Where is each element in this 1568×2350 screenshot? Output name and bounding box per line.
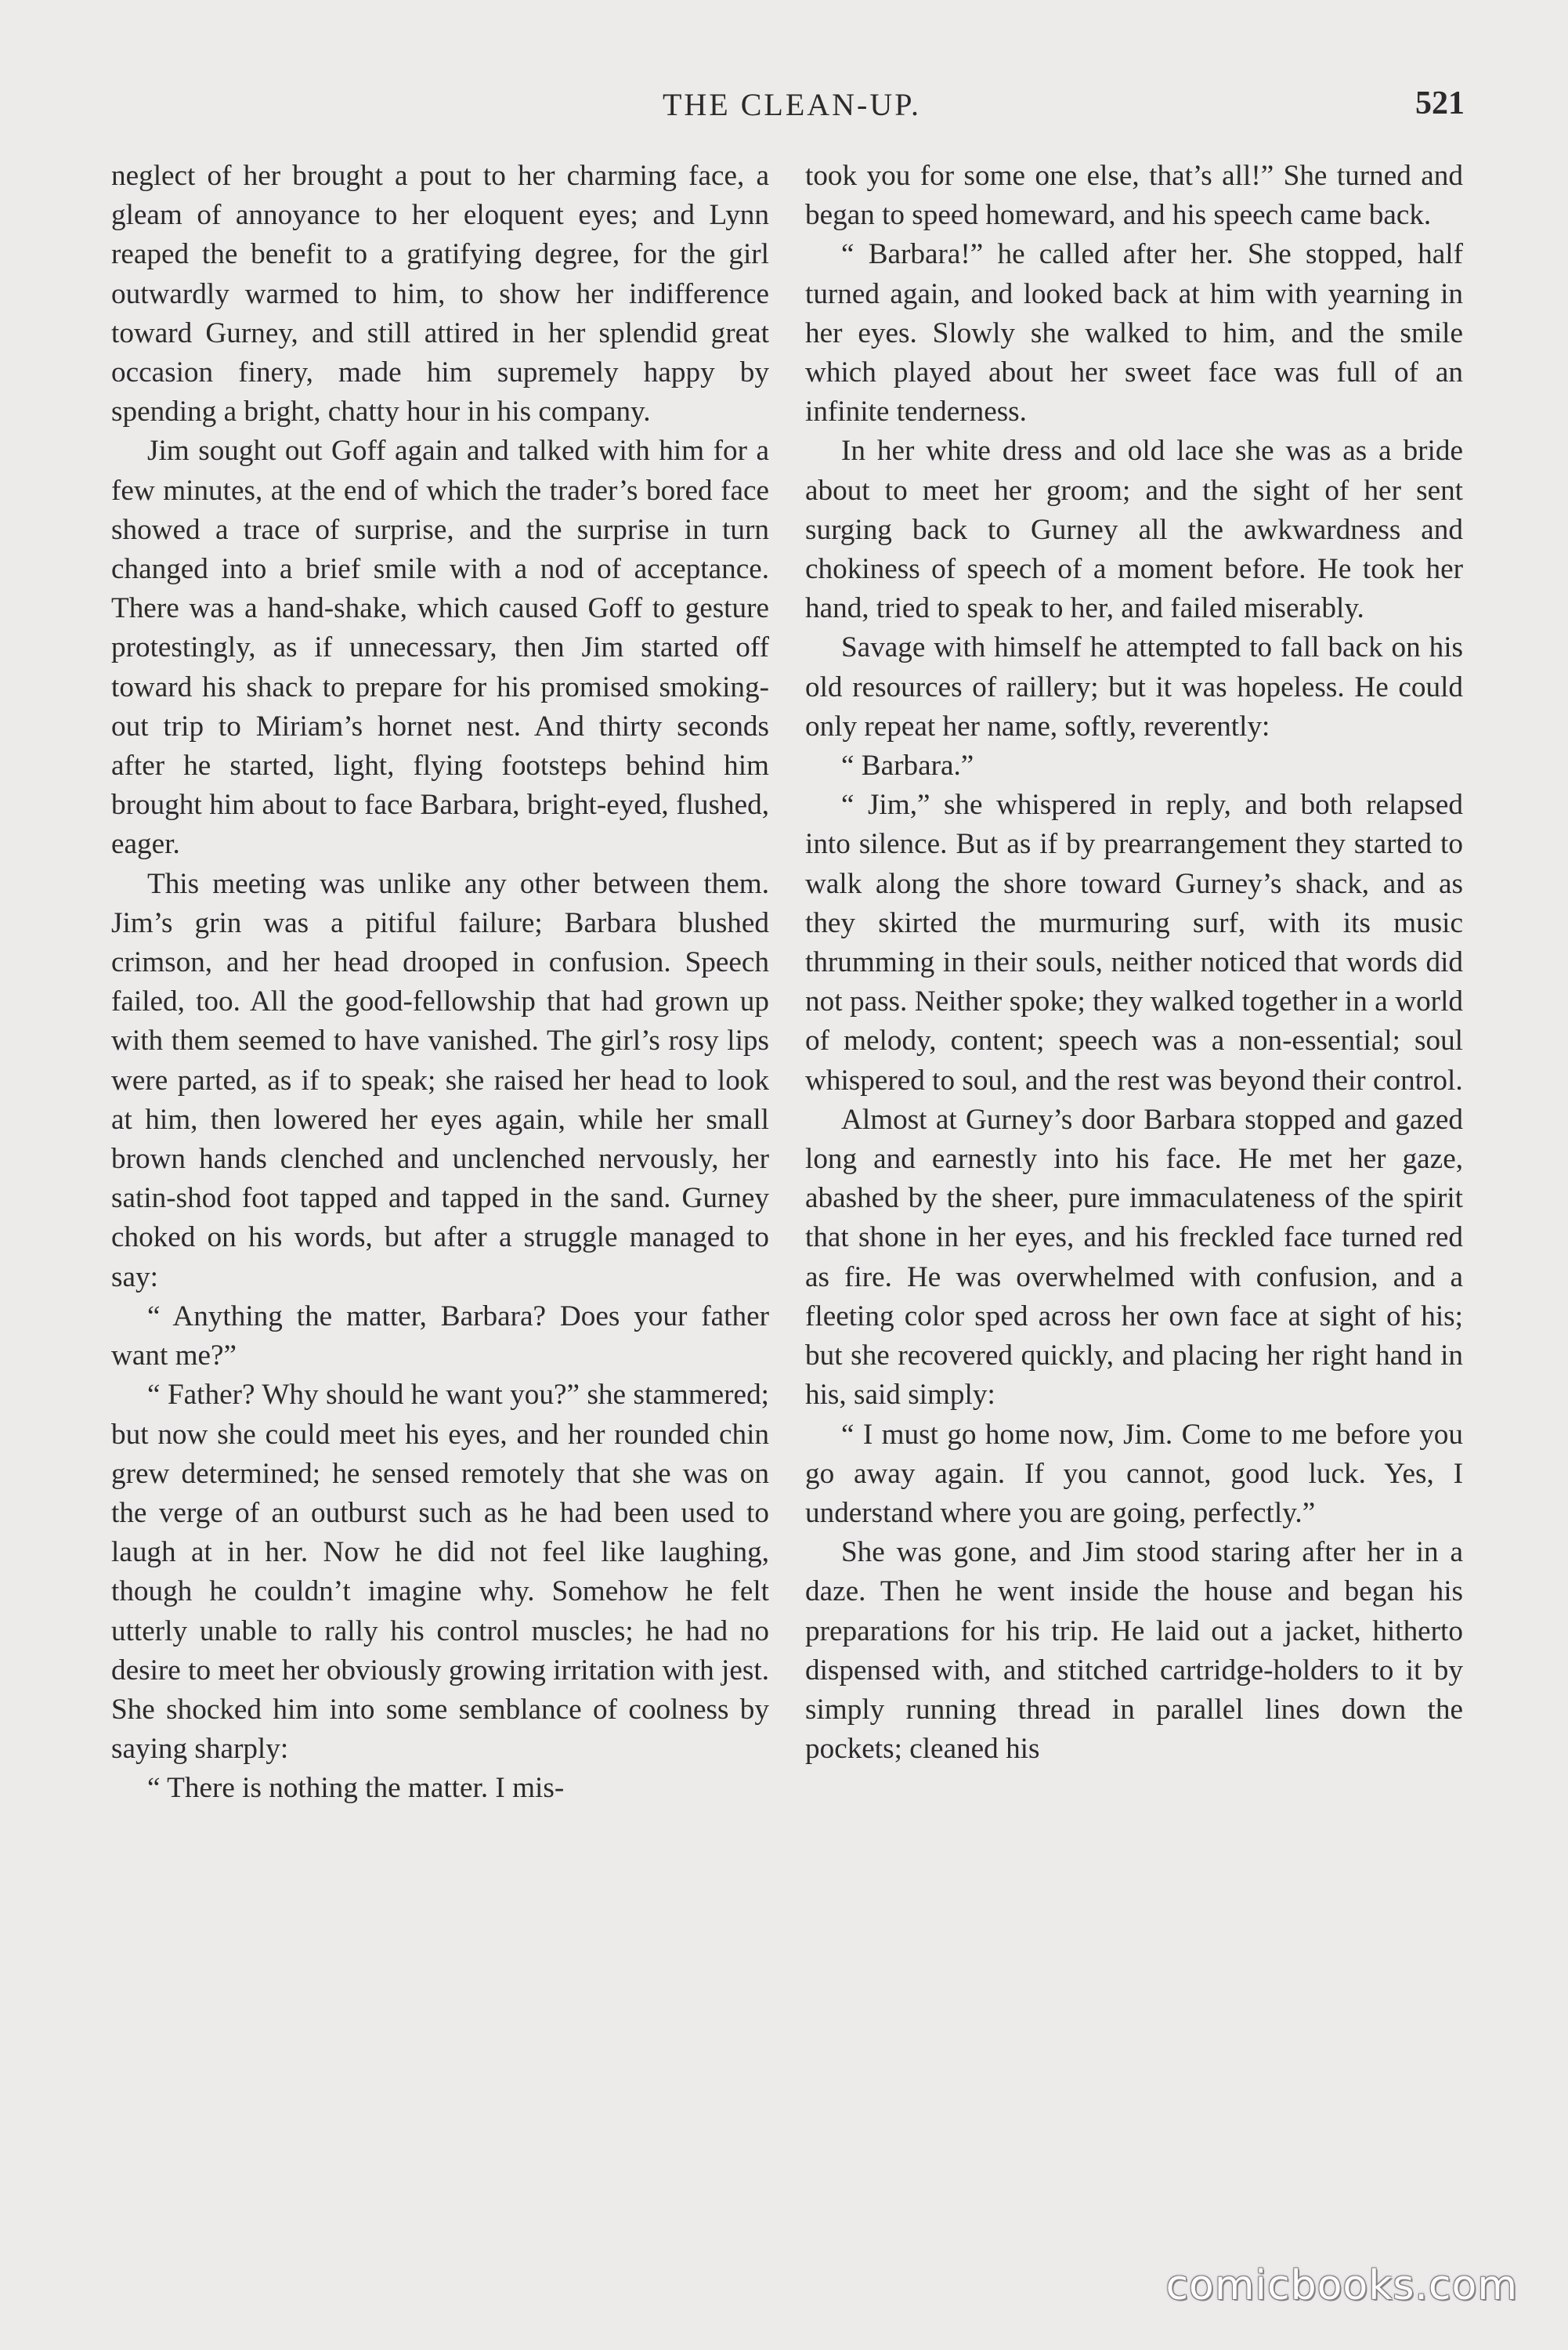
paragraph: “ I must go home now, Jim. Come to me before you go away again. If you cannot, good luck. Yes, I understand where you are going, perfectly.”: [805, 1418, 1463, 1529]
paragraph: neglect of her brought a pout to her charming face, a gleam of annoyance to her eloquent eyes; and Lynn reaped the benefit to a gratifying degree, for the girl outwardly warmed to him, to show her indifference toward Gurney, and still attired in her splendid great occasion finery, made him supremely happy by spending a bright, chatty hour in his company.: [111, 160, 769, 428]
running-title: THE CLEAN-UP.: [662, 87, 922, 122]
page-header: [110, 86, 1474, 133]
paragraph: “ Father? Why should he want you?” she stammered; but now she could meet his eyes, and her rounded chin grew determined; he sensed remotely that she was on the verge of an outburst such as he had been used to laugh at in her. Now he did not feel like laughing, though he couldn’t imagine why. Somehow he felt utterly unable to rally his control muscles; he had no desire to meet her obviously growing irritation with jest. She shocked him into some semblance of coolness by saying sharply:: [111, 1379, 769, 1766]
paragraph: This meeting was unlike any other between them. Jim’s grin was a pitiful failure; Barbara blushed crimson, and her head drooped in confusion. Speech failed, too. All the good-fellowship that had grown up with them seemed to have vanished. The girl’s rosy lips were parted, as if to speak; she raised her head to look at him, then lowered her eyes again, while her small brown hands clenched and unclenched nervously, her satin-shod foot tapped and tapped in the sand. Gurney choked on his words, but after a struggle managed to say:: [111, 867, 769, 1293]
paragraph: She was gone, and Jim stood staring after her in a daze. Then he went inside the house and began his preparations for his trip. He laid out a jacket, hitherto dispensed with, and stitched cartridge-holders to it by simply running thread in parallel lines down the pockets; cleaned his: [805, 1536, 1463, 1766]
paragraph: “ Anything the matter, Barbara? Does your father want me?”: [111, 1300, 769, 1372]
paragraph: “ Jim,” she whispered in reply, and both relapsed into silence. But as if by prearrangement they started to walk along the shore toward Gurney’s shack, and as they skirted the murmuring surf, with its music thrumming in their souls, neither noticed that words did not pass. Neither spoke; they walked together in a world of melody, content; speech was a non-essential; soul whispered to soul, and the rest was beyond their control.: [805, 789, 1463, 1097]
paragraph: “ Barbara.”: [841, 750, 974, 783]
paragraph: “ Barbara!” he called after her. She stopped, half turned again, and looked back at him with yearning in her eyes. Slowly she walked to him, and the smile which played about her sweet face was full of an infinite tenderness.: [805, 238, 1463, 428]
watermark-text: comicbooks.com: [1165, 2262, 1518, 2309]
paragraph: Savage with himself he attempted to fall back on his old resources of raillery; but it was hopeless. He could only repeat her name, softly, reverently:: [805, 631, 1463, 743]
paragraph: Jim sought out Goff again and talked with him for a few minutes, at the end of which the trader’s bored face showed a trace of surprise, and the surprise in turn changed into a brief smile with a nod of acceptance. There was a hand-shake, which caused Goff to gesture protestingly, as if unnecessary, then Jim started off toward his shack to prepare for his promised smoking-out trip to Miriam’s hornet nest. And thirty seconds after he started, light, flying footsteps behind him brought him about to face Barbara, bright-eyed, flushed, eager.: [111, 435, 769, 861]
text-column-right: [805, 157, 1463, 1769]
page-number: 521: [1415, 85, 1465, 121]
paragraph: Almost at Gurney’s door Barbara stopped and gazed long and earnestly into his face. He met her gaze, abashed by the sheer, pure immaculateness of the spirit that shone in her eyes, and his freckled face turned red as fire. He was overwhelmed with confusion, and a fleeting color sped across her own face at sight of his; but she recovered quickly, and placing her right hand in his, said simply:: [805, 1103, 1463, 1412]
paragraph: In her white dress and old lace she was as a bride about to meet her groom; and the sight of her sent surging back to Gurney all the awkwardness and chokiness of speech of a moment before. He took her hand, tried to speak to her, and failed miserably.: [805, 435, 1463, 625]
text-column-left: [111, 157, 769, 1809]
paragraph: “ There is nothing the matter. I mis-: [147, 1772, 565, 1805]
paragraph: took you for some one else, that’s all!” She turned and began to speed homeward, and his speech came back.: [805, 160, 1463, 232]
